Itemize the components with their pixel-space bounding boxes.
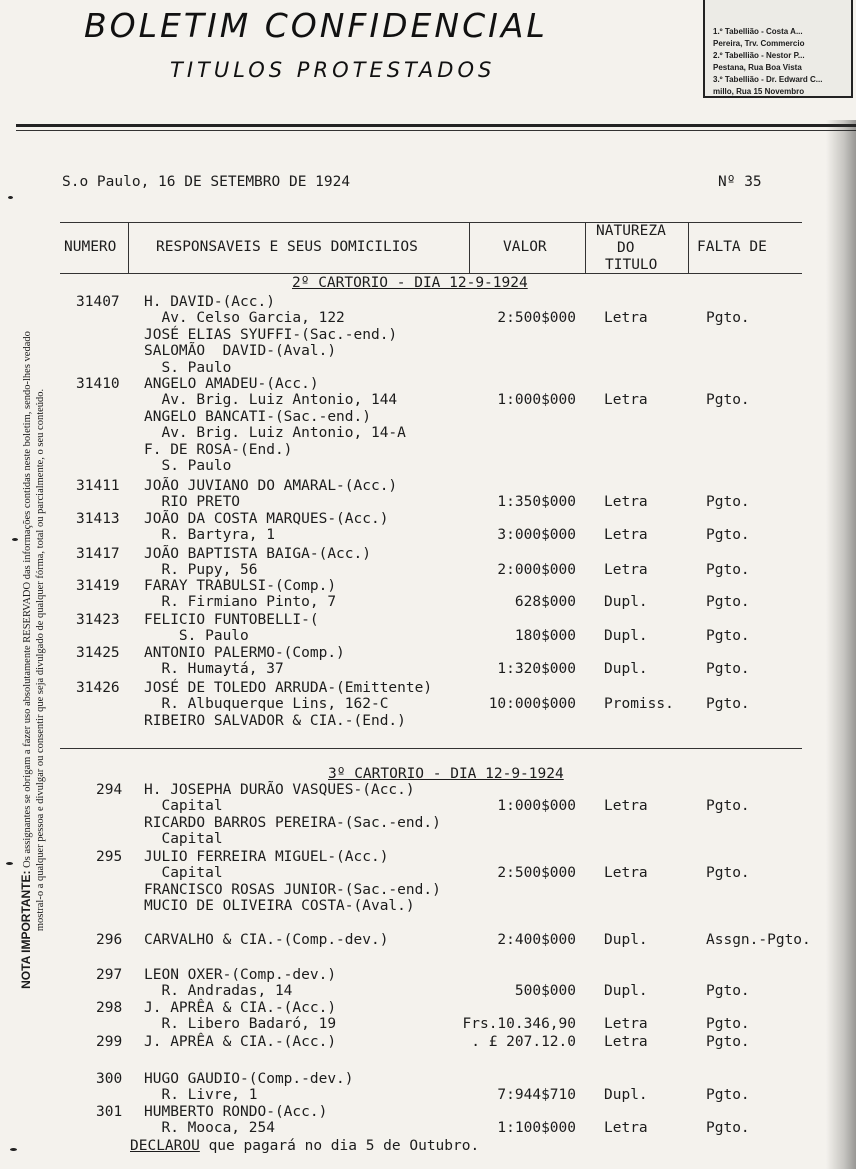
entry-default-reason: Pgto. [706,696,750,712]
entry-number: 31426 [76,680,120,696]
footer-note: DECLAROU que pagará no dia 5 de Outubro. [130,1138,480,1154]
entry-party-line: R. Firmiano Pinto, 7 [144,594,337,610]
entry-number: 295 [96,849,123,865]
entry-default-reason: Pgto. [706,392,750,408]
entry-party-line: R. Livre, 1 [144,1087,258,1103]
entry-party-line: R. Bartyra, 1 [144,527,275,543]
entry-default-reason: Pgto. [706,1016,750,1032]
entry-party-line: RIBEIRO SALVADOR & CIA.-(End.) [144,713,406,729]
entry-party-line: HUMBERTO RONDO-(Acc.) [144,1104,328,1120]
entry-default-reason: Pgto. [706,798,750,814]
entry-title-type: Letra [604,562,648,578]
notary-line: Pereira, Trv. Commercio [713,39,805,48]
entry-number: 297 [96,967,123,983]
entry-title-type: Promiss. [604,696,674,712]
entry-value: 1:000$000 [497,392,576,408]
entry-default-reason: Pgto. [706,983,750,999]
entry-number: 31423 [76,612,120,628]
entry-value: 2:400$000 [497,932,576,948]
entry-title-type: Dupl. [604,594,648,610]
entry-number: 31410 [76,376,120,392]
notary-line: 2.º Tabellião - Nestor P... [713,51,805,60]
entry-party-line: RICARDO BARROS PEREIRA-(Sac.-end.) [144,815,441,831]
dateline: S.o Paulo, 16 DE SETEMBRO DE 1924 [62,174,351,190]
bulletin-title: BOLETIM CONFIDENCIAL [84,6,548,45]
scan-speck [6,862,13,865]
entry-number: 31419 [76,578,120,594]
entry-title-type: Dupl. [604,983,648,999]
entry-party-line: Capital [144,798,223,814]
entry-default-reason: Pgto. [706,865,750,881]
entry-title-type: Dupl. [604,932,648,948]
entry-title-type: Letra [604,1120,648,1136]
entry-value: 180$000 [514,628,576,644]
entry-value: 10:000$000 [488,696,576,712]
footer-note-keyword: DECLAROU [130,1138,200,1154]
column-divider [688,222,689,274]
entry-party-line: R. Humaytá, 37 [144,661,284,677]
entry-default-reason: Pgto. [706,661,750,677]
entry-value: 628$000 [514,594,576,610]
entry-party-line: JOÃO BAPTISTA BAIGA-(Acc.) [144,546,371,562]
column-divider [128,222,129,274]
entry-default-reason: Pgto. [706,562,750,578]
entry-party-line: R. Albuquerque Lins, 162-C [144,696,389,712]
entry-party-line: JOÃO DA COSTA MARQUES-(Acc.) [144,511,389,527]
entry-number: 300 [96,1071,123,1087]
entry-party-line: HUGO GAUDIO-(Comp.-dev.) [144,1071,354,1087]
entry-party-line: Capital [144,831,223,847]
entry-default-reason: Assgn.-Pgto. [706,932,811,948]
entry-party-line: Av. Celso Garcia, 122 [144,310,345,326]
entry-default-reason: Pgto. [706,494,750,510]
entry-party-line: JOSÉ ELIAS SYUFFI-(Sac.-end.) [144,327,398,343]
scan-speck [10,1148,17,1151]
entry-default-reason: Pgto. [706,1034,750,1050]
entry-party-line: FELICIO FUNTOBELLI-( [144,612,319,628]
notice-label: NOTA IMPORTANTE: [19,870,33,989]
entry-number: 299 [96,1034,123,1050]
entry-title-type: Dupl. [604,661,648,677]
entry-value: 7:944$710 [497,1087,576,1103]
entry-party-line: RIO PRETO [144,494,241,510]
entry-party-line: Av. Brig. Luiz Antonio, 144 [144,392,398,408]
scan-edge-shadow [826,120,856,1169]
column-header-natureza: NATUREZA [596,223,666,239]
entry-number: 294 [96,782,123,798]
entry-number: 31407 [76,294,120,310]
entry-party-line: F. DE ROSA-(End.) [144,442,293,458]
entry-number: 31417 [76,546,120,562]
entry-default-reason: Pgto. [706,1120,750,1136]
header-rule [16,124,856,127]
entry-party-line: J. APRÊA & CIA.-(Acc.) [144,1000,337,1016]
entry-number: 31411 [76,478,120,494]
entry-party-line: H. JOSEPHA DURÃO VASQUES-(Acc.) [144,782,415,798]
entry-default-reason: Pgto. [706,527,750,543]
column-header-falta: FALTA DE [697,239,767,255]
notary-line: 1.º Tabellião - Costa A... [713,27,803,36]
entry-title-type: Letra [604,1034,648,1050]
bulletin-subtitle: TITULOS PROTESTADOS [170,58,496,82]
entry-value: 2:000$000 [497,562,576,578]
entry-party-line: JULIO FERREIRA MIGUEL-(Acc.) [144,849,389,865]
entry-value: 1:350$000 [497,494,576,510]
notary-line: Pestana, Rua Boa Vista [713,63,802,72]
entry-number: 301 [96,1104,123,1120]
entry-party-line: J. APRÊA & CIA.-(Acc.) [144,1034,337,1050]
entry-party-line: ANGELO AMADEU-(Acc.) [144,376,319,392]
entry-number: 31413 [76,511,120,527]
header-rule-thin [16,130,856,131]
notary-line: millo, Rua 15 Novembro [713,87,805,96]
entry-party-line: ANTONIO PALERMO-(Comp.) [144,645,345,661]
entry-value: 1:320$000 [497,661,576,677]
entry-value: 1:100$000 [497,1120,576,1136]
scan-speck [12,538,18,541]
entry-party-line: H. DAVID-(Acc.) [144,294,275,310]
entry-party-line: Capital [144,865,223,881]
entry-value: 1:000$000 [497,798,576,814]
column-header-natureza-titulo: TITULO [605,257,658,273]
entry-value: 2:500$000 [497,865,576,881]
confidentiality-notice [20,250,60,1070]
entry-default-reason: Pgto. [706,310,750,326]
entry-value: . £ 207.12.0 [471,1034,576,1050]
scan-speck [8,196,13,199]
column-header-numero: NUMERO [64,239,117,255]
entry-party-line: R. Pupy, 56 [144,562,258,578]
entry-value: 500$000 [514,983,576,999]
issue-number: Nº 35 [718,174,762,190]
column-divider [469,222,470,274]
entry-party-line: LEON OXER-(Comp.-dev.) [144,967,337,983]
entry-party-line: MUCIO DE OLIVEIRA COSTA-(Aval.) [144,898,415,914]
entry-title-type: Dupl. [604,628,648,644]
column-divider [585,222,586,274]
notary-box [703,0,853,98]
entry-number: 296 [96,932,123,948]
entry-party-line: R. Andradas, 14 [144,983,293,999]
entry-title-type: Letra [604,865,648,881]
entry-title-type: Dupl. [604,1087,648,1103]
entry-party-line: FARAY TRABULSI-(Comp.) [144,578,337,594]
entry-default-reason: Pgto. [706,1087,750,1103]
entry-party-line: SALOMÃO DAVID-(Aval.) [144,343,337,359]
column-header-responsaveis: RESPONSAVEIS E SEUS DOMICILIOS [156,239,418,255]
table-header-top [60,222,802,223]
entry-default-reason: Pgto. [706,628,750,644]
notice-line-1: Os assignantes se obrigam a fazer uso absolutamente RESERVADO das informações contidas neste boletim, sendo-lhes vedado [22,331,33,868]
table-header-bottom [60,273,802,274]
entry-party-line: ANGELO BANCATI-(Sac.-end.) [144,409,371,425]
entry-title-type: Letra [604,1016,648,1032]
entry-party-line: R. Libero Badaró, 19 [144,1016,337,1032]
entry-party-line: S. Paulo [144,628,249,644]
notice-line-2: mostral-o a qualquer pessoa e divulgar ou consentir que seja divulgado de qualquer fórma, total ou parcialmente, o seu conteúdo. [35,388,46,932]
entry-default-reason: Pgto. [706,594,750,610]
entry-value: 3:000$000 [497,527,576,543]
column-header-valor: VALOR [503,239,547,255]
section-divider [60,748,802,749]
entry-party-line: Av. Brig. Luiz Antonio, 14-A [144,425,406,441]
entry-number: 31425 [76,645,120,661]
entry-title-type: Letra [604,310,648,326]
entry-title-type: Letra [604,798,648,814]
entry-party-line: S. Paulo [144,360,232,376]
entry-party-line: FRANCISCO ROSAS JUNIOR-(Sac.-end.) [144,882,441,898]
section-heading-2-cartorio: 2º CARTORIO - DIA 12-9-1924 [292,275,528,291]
column-header-natureza-do: DO [617,240,635,256]
entry-party-line: S. Paulo [144,458,232,474]
entry-party-line: JOÃO JUVIANO DO AMARAL-(Acc.) [144,478,398,494]
section-heading-3-cartorio: 3º CARTORIO - DIA 12-9-1924 [328,766,564,782]
entry-party-line: R. Mooca, 254 [144,1120,275,1136]
entry-party-line: CARVALHO & CIA.-(Comp.-dev.) [144,932,389,948]
entry-title-type: Letra [604,494,648,510]
entry-value: Frs.10.346,90 [462,1016,576,1032]
entry-number: 298 [96,1000,123,1016]
entry-value: 2:500$000 [497,310,576,326]
entry-title-type: Letra [604,392,648,408]
entry-party-line: JOSÉ DE TOLEDO ARRUDA-(Emittente) [144,680,433,696]
notary-line: 3.º Tabellião - Dr. Edward C... [713,75,823,84]
entry-title-type: Letra [604,527,648,543]
